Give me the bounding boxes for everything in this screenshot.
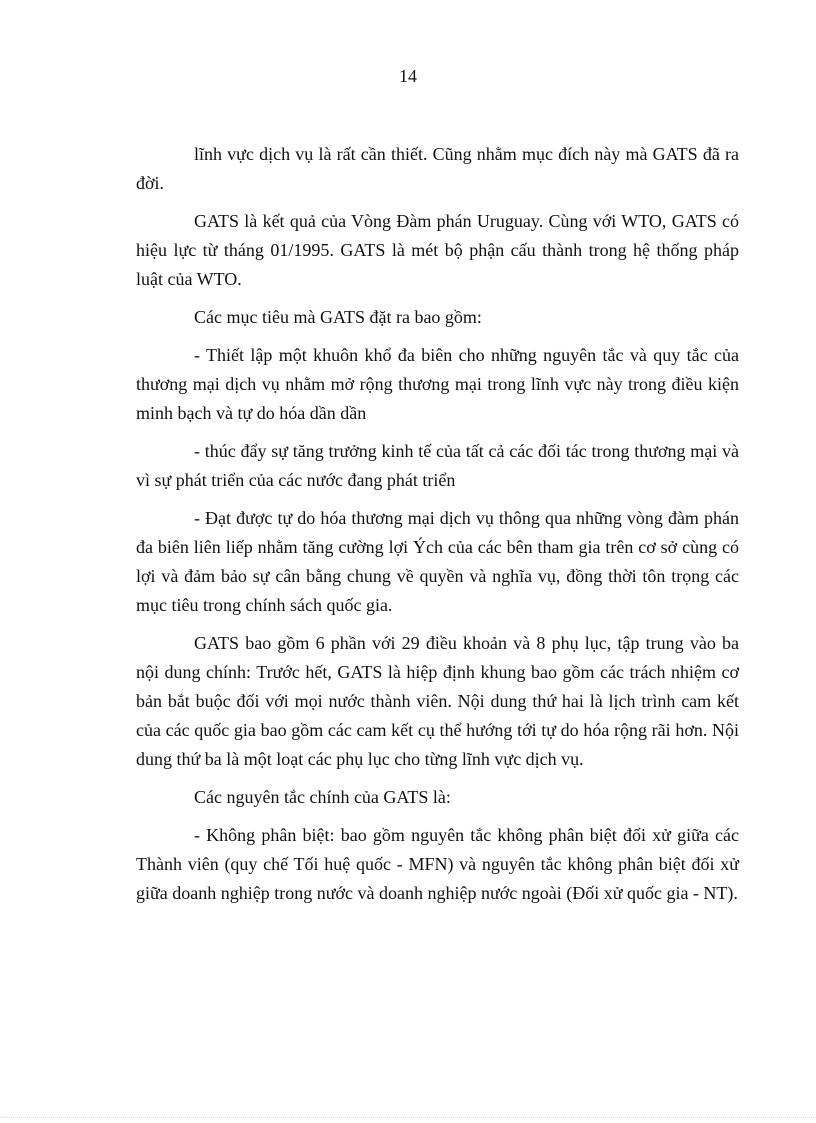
list-item-objective-2: - thúc đẩy sự tăng trưởng kinh tế của tất cả các đối tác trong thương mại và vì sự phát triển của các nước đang phát triển — [136, 441, 739, 490]
paragraph-principles-intro: Các nguyên tắc chính của GATS là: — [194, 787, 451, 807]
list-item-principle-1: - Không phân biệt: bao gồm nguyên tắc không phân biệt đối xử giữa các Thành viên (quy chế Tối huệ quốc - MFN) và nguyên tắc không phân biệt đối xử giữa doanh nghiệp trong nước và doanh nghiệp nước ngoài (Đối xử quốc gia - NT). — [136, 825, 739, 903]
paragraph-objectives-intro: Các mục tiêu mà GATS đặt ra bao gồm: — [194, 307, 482, 327]
list-item-objective-1: - Thiết lập một khuôn khổ đa biên cho những nguyên tắc và quy tắc của thương mại dịch vụ nhằm mở rộng thương mại trong lĩnh vực này trong điều kiện minh bạch và tự do hóa dần dần — [136, 345, 739, 423]
page-bottom-border — [0, 1117, 816, 1118]
document-body — [136, 140, 739, 917]
list-item-objective-3: - Đạt được tự do hóa thương mại dịch vụ thông qua những vòng đàm phán đa biên liên liếp nhằm tăng cường lợi Ých của các bên tham gia trên cơ sở cùng có lợi và đảm bảo sự cân bằng chung về quyền và nghĩa vụ, đồng thời tôn trọng các mục tiêu trong chính sách quốc gia. — [136, 508, 739, 615]
page-number: 14 — [399, 66, 417, 86]
paragraph-gats-structure: GATS bao gồm 6 phần với 29 điều khoản và 8 phụ lục, tập trung vào ba nội dung chính: Trước hết, GATS là hiệp định khung bao gồm các trách nhiệm cơ bản bắt buộc đối với mọi nước thành viên. Nội dung thứ hai là lịch trình cam kết của các quốc gia bao gồm các cam kết cụ thể hướng tới tự do hóa rộng rãi hơn. Nội dung thứ ba là một loạt các phụ lục cho từng lĩnh vực dịch vụ. — [136, 633, 739, 769]
paragraph-continuation: lĩnh vực dịch vụ là rất cần thiết. Cũng nhằm mục đích này mà GATS đã ra đời. — [136, 144, 739, 193]
paragraph-gats-origin: GATS là kết quả của Vòng Đàm phán Uruguay. Cùng với WTO, GATS có hiệu lực từ tháng 01/1995. GATS là mét bộ phận cấu thành trong hệ thống pháp luật của WTO. — [136, 211, 739, 289]
